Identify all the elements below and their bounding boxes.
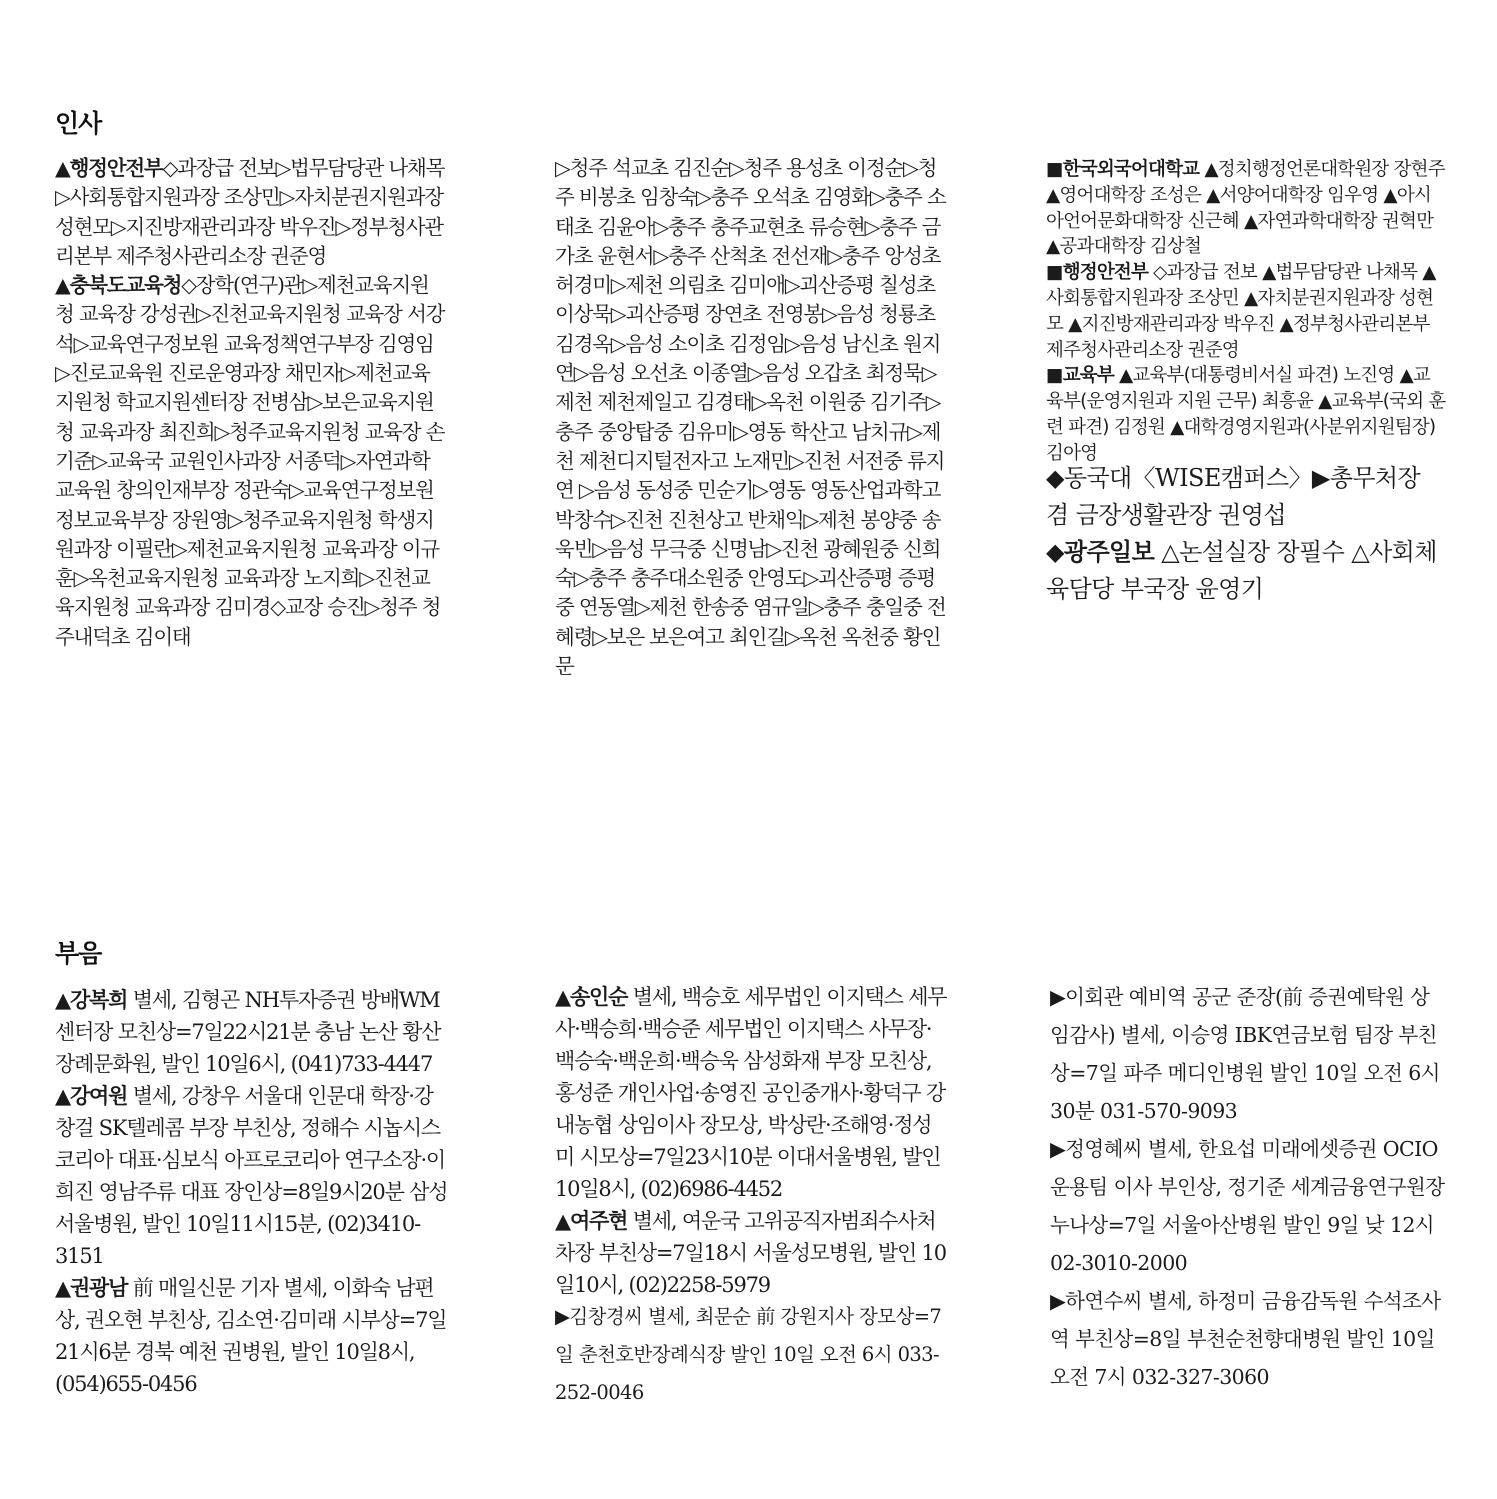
obituary-entry: [1050, 978, 1445, 1130]
entry-text: ▲교육부(대통령비서실 파견) 노진영 ▲교육부(운영지원과 지원 근무) 최흥윤 ▲교육부(국외 훈련 파견) 김정원 ▲대학경영지원과(사분위지원팀장) 김아영: [1046, 365, 1446, 464]
entry-org: 행정안전부: [1062, 262, 1149, 284]
entry-text: ◇장학(연구)관▷제천교육지원청 교육장 강성권▷진천교육지원청 교육장 서강석▷교육연구정보원 교육정책연구부장 김영임▷진로교육원 진로운영과장 채민자▷제천교육지원청 학교지원센터장 전병삼▷보은교육지원청 교육과장 최진희▷청주교육지원청 교육장 손기준▷교육국 교원인사과장 서종덕▷자연과학교육원 창의인재부장 정관숙▷교육연구정보원 정보교육부장 장원영▷청주교육지원청 학생지원과장 이필란▷제천교육지원청 교육과장 이규훈▷옥천교육지원청 교육과장 노지희▷진천교육지원청 교육과장 김미경◇교장 승진▷청주 청주내덕초 김이태: [55, 273, 445, 649]
personnel-entry: [1046, 534, 1446, 608]
square-bullet-icon: ■: [1046, 159, 1063, 180]
personnel-entry: [1046, 460, 1446, 534]
entry-text: 별세, 백승호 세무법인 이지택스 세무사·백승희·백승준 세무법인 이지택스 사무장·백승숙·백운희·백승욱 삼성화재 부장 모친상, 홍성준 개인사업·송영진 공인중개사·황덕구 강내농협 상임이사 장모상, 박상란·조해영·정성미 시모상=7일23시10분 이대서울병원, 발인 10일8시, (02)6986-4452: [555, 985, 947, 1201]
obituary-entry: [55, 1080, 450, 1272]
obituary-column-3: [1050, 978, 1445, 1398]
personnel-entry: ▷청주 석교초 김진순▷청주 용성초 이정순▷청주 비봉초 임창숙▷충주 오석초 김영화▷충주 소태초 김윤아▷충주 충주교현초 류승현▷충주 금가초 윤현서▷충주 산척초 전선재▷충주 앙성초 허경미▷제천 의림초 김미애▷괴산증평 칠성초 이상묵▷괴산증평 장연초 전영봉▷음성 청룡초 김경옥▷음성 소이초 김정임▷음성 남신초 원지연▷음성 오선초 이종열▷음성 오갑초 최정묵▷제천 제천제일고 김경태▷옥천 이원중 김기주▷충주 중앙탑중 김유미▷영동 학산고 남치규▷제천 제천디지털전자고 노재민▷진천 서전중 류지연 ▷음성 동성중 민순기▷영동 영동산업과학고 박창수▷진천 진천상고 반채익▷제천 봉양중 송욱빈▷음성 무극중 신명남▷진천 광혜원중 신희숙▷충주 충주대소원중 안영도▷괴산증평 증평중 연동열▷제천 한송중 염규일▷충주 충일중 전혜령▷보은 보은여고 최인길▷옥천 옥천중 황인문: [555, 156, 946, 679]
entry-org: 교육부: [1062, 365, 1114, 387]
personnel-column-1: [55, 154, 447, 689]
personnel-column-3: [1046, 157, 1446, 467]
entry-text: 별세, 강창우 서울대 인문대 학장·강창걸 SK텔레콤 부장 부친상, 정해수 시놉시스코리아 대표·심보식 아프로코리아 연구소장·이희진 영남주류 대표 장인상=8일9시20분 삼성서울병원, 발인 10일11시15분, (02)3410-3151: [55, 1084, 448, 1268]
entry-org: 한국외국어대학교: [1062, 159, 1200, 180]
entry-org: 동국대: [1063, 464, 1132, 492]
entry-org: 광주일보: [1063, 538, 1155, 566]
obituary-entry: [1050, 1282, 1445, 1396]
personnel-entry: [1046, 157, 1446, 260]
obituary-entry: [55, 984, 450, 1080]
personnel-entry: [55, 271, 447, 652]
arrow-bullet-icon: ▶: [1050, 1289, 1066, 1313]
entry-text: ◇과장급 전보▷법무담당관 나채목▷사회통합지원과장 조상민▷자치분권지원과장 성현모▷지진방재관리과장 박우진▷정부청사관리본부 제주청사관리소장 권준영: [55, 156, 445, 268]
triangle-bullet-icon: ▲: [55, 1276, 70, 1300]
entry-text: ◇과장급 전보 ▲법무담당관 나채목 ▲사회통합지원과장 조상민 ▲자치분권지원과장 성현모 ▲지진방재관리과장 박우진 ▲정부청사관리본부 제주청사관리소장 권준영: [1046, 262, 1436, 361]
obituary-heading: 부음: [55, 939, 102, 968]
entry-name: 송인순: [569, 985, 628, 1009]
entry-text: 별세, 여운국 고위공직자범죄수사처 차장 부친상=7일18시 서울성모병원, 발인 10일10시, (02)2258-5979: [555, 1209, 946, 1297]
obituary-entry: [555, 1298, 947, 1412]
entry-text: 김창경씨 별세, 최문순 前 강원지사 장모상=7일 춘천호반장례식장 발인 10일 오전 6시 033-252-0046: [555, 1305, 942, 1404]
personnel-entry: [55, 154, 447, 271]
obituary-entry: [555, 1205, 947, 1301]
entry-text: 〈WISE캠퍼스〉▶총무처장 겸 금장생활관장 권영섭: [1046, 464, 1421, 529]
entry-text: 이회관 예비역 공군 준장(前 증권예탁원 상임감사) 별세, 이승영 IBK연금보험 팀장 부친상=7일 파주 메디인병원 발인 10일 오전 6시30분 031-570-9093: [1050, 985, 1440, 1123]
triangle-bullet-icon: ▲: [55, 273, 70, 298]
arrow-bullet-icon: ▶: [1050, 1137, 1066, 1161]
diamond-bullet-icon: ◆: [1046, 538, 1064, 566]
entry-text: 정영혜씨 별세, 한요섭 미래에셋증권 OCIO운용팀 이사 부인상, 정기준 세계금융연구원장 누나상=7일 서울아산병원 발인 9일 낮 12시 02-3010-2000: [1050, 1137, 1445, 1275]
entry-name: 권광남: [69, 1276, 128, 1300]
arrow-bullet-icon: ▶: [1050, 985, 1066, 1009]
triangle-bullet-icon: ▲: [55, 156, 70, 180]
obituary-column-2-extra: [555, 1298, 947, 1404]
entry-org: 행정안전부: [69, 156, 163, 180]
triangle-bullet-icon: ▲: [555, 1209, 570, 1233]
entry-text: △논설실장 장필수 △사회체육담당 부국장 윤영기: [1046, 538, 1437, 603]
personnel-column-3-large: [1046, 460, 1446, 610]
entry-text: 별세, 김형곤 NH투자증권 방배WM센터장 모친상=7일22시21분 충남 논산 황산장례문화원, 발인 10일6시, (041)733-4447: [55, 988, 441, 1076]
diamond-bullet-icon: ◆: [1046, 464, 1064, 492]
entry-name: 강복희: [69, 988, 128, 1012]
obituary-entry: [1050, 1130, 1445, 1282]
obituary-column-1: [55, 984, 450, 1396]
personnel-heading: 인사: [55, 109, 102, 138]
personnel-entry: [1046, 260, 1446, 363]
triangle-bullet-icon: ▲: [55, 1084, 70, 1108]
entry-name: 여주현: [569, 1209, 628, 1233]
obituary-entry: [55, 1272, 450, 1400]
square-bullet-icon: ■: [1046, 262, 1063, 284]
square-bullet-icon: ■: [1046, 365, 1063, 387]
entry-name: 강여원: [69, 1084, 128, 1108]
entry-text: 前 매일신문 기자 별세, 이화숙 남편상, 권오현 부친상, 김소연·김미래 시부상=7일21시6분 경북 예천 권병원, 발인 10일8시, (054)655-0456: [55, 1276, 447, 1396]
arrow-bullet-icon: ▶: [555, 1305, 570, 1328]
obituary-column-2: [555, 981, 947, 1301]
triangle-bullet-icon: ▲: [555, 985, 570, 1009]
obituary-entry: [555, 981, 947, 1205]
entry-text: ▲정치행정언론대학원장 장현주 ▲영어대학장 조성은 ▲서양어대학장 임우영 ▲아시아언어문화대학장 신근혜 ▲자연과학대학장 권혁만 ▲공과대학장 김상철: [1046, 159, 1445, 258]
personnel-column-2: [555, 154, 947, 689]
entry-text: 하연수씨 별세, 하정미 금융감독원 수석조사역 부친상=8일 부천순천향대병원 발인 10일 오전 7시 032-327-3060: [1050, 1289, 1441, 1389]
triangle-bullet-icon: ▲: [55, 988, 70, 1012]
personnel-entry: [1046, 363, 1446, 466]
entry-org: 충북도교육청: [69, 273, 182, 298]
